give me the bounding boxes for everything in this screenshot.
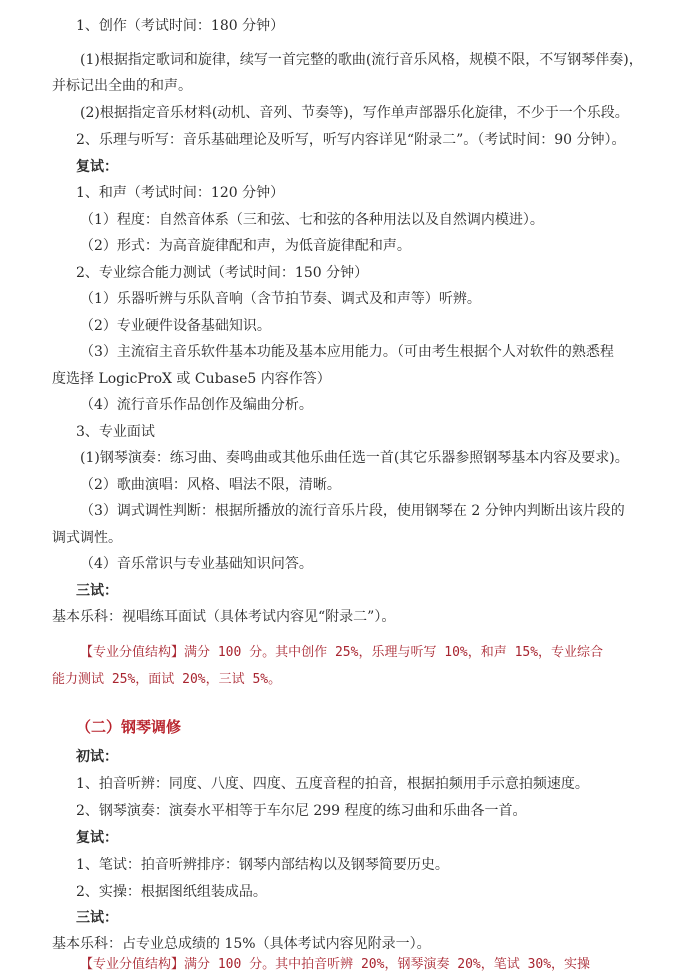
- third-test-heading: 三试：: [76, 583, 118, 599]
- retest-item-2: 2、实操：根据图纸组装成品。: [76, 884, 267, 900]
- score-structure-1-cont: 能力测试 25%，面试 20%，三试 5%。: [52, 672, 282, 687]
- harmony-item-2: （2）形式：为高音旋律配和声，为低音旋律配和声。: [80, 238, 411, 254]
- third-test-content: 基本乐科：视唱练耳面试（具体考试内容见“附录二”）。: [52, 609, 396, 625]
- score-structure-2: 【专业分值结构】满分 100 分。其中拍音听辨 20%，钢琴演奏 20%，笔试 30%，实操: [80, 957, 591, 972]
- score-structure-1: 【专业分值结构】满分 100 分。其中创作 25%，乐理与听写 10%，和声 15%，专业综合: [80, 645, 604, 660]
- third-test-content-2: 基本乐科：占专业总成绩的 15%（具体考试内容见附录一）。: [52, 936, 431, 952]
- interview-heading: 3、专业面试: [76, 424, 155, 440]
- interview-item-3: （3）调式调性判断：根据所播放的流行音乐片段，使用钢琴在 2 分钟内判断出该片段的: [80, 503, 625, 519]
- retest-heading: 复试：: [76, 159, 118, 175]
- ability-item-2: （2）专业硬件设备基础知识。: [80, 318, 271, 334]
- harmony-item-1: （1）程度：自然音体系（三和弦、七和弦的各种用法以及自然调内模进）。: [80, 212, 544, 228]
- prelim-item-2: 2、钢琴演奏：演奏水平相等于车尔尼 299 程度的练习曲和乐曲各一首。: [76, 803, 527, 819]
- section-title-piano-tuning: （二）钢琴调修: [76, 718, 182, 736]
- ability-item-4: （4）流行音乐作品创作及编曲分析。: [80, 397, 313, 413]
- ability-test-heading: 2、专业综合能力测试（考试时间：150 分钟）: [76, 265, 369, 281]
- prelim-item-1: 1、拍音听辨：同度、八度、四度、五度音程的拍音，根据拍频用手示意拍频速度。: [76, 776, 589, 792]
- interview-item-3-cont: 调式调性。: [52, 530, 122, 546]
- creation-item-2: (2)根据指定音乐材料(动机、音列、节奏等)，写作单声部器乐化旋律，不少于一个乐段。: [80, 105, 629, 121]
- prelim-heading: 初试：: [76, 749, 118, 765]
- third-test-heading-2: 三试：: [76, 910, 118, 926]
- creation-item-1-cont: 并标记出全曲的和声。: [52, 78, 192, 94]
- ability-item-3-cont: 度选择 LogicProX 或 Cubase5 内容作答）: [52, 371, 331, 387]
- ability-item-3: （3）主流宿主音乐软件基本功能及基本应用能力。（可由考生根据个人对软件的熟悉程: [80, 344, 614, 360]
- theory-heading: 2、乐理与听写：音乐基础理论及听写，听写内容详见“附录二”。（考试时间：90 分钟）。: [76, 132, 626, 148]
- ability-item-1: （1）乐器听辨与乐队音响（含节拍节奏、调式及和声等）听辨。: [80, 291, 481, 307]
- harmony-heading: 1、和声（考试时间：120 分钟）: [76, 185, 285, 201]
- interview-item-2: （2）歌曲演唱：风格、唱法不限，清晰。: [80, 477, 341, 493]
- retest-item-1: 1、笔试：拍音听辨排序：钢琴内部结构以及钢琴简要历史。: [76, 857, 449, 873]
- interview-item-1: (1)钢琴演奏：练习曲、奏鸣曲或其他乐曲任选一首(其它乐器参照钢琴基本内容及要求)。: [80, 450, 629, 466]
- creation-item-1: (1)根据指定歌词和旋律，续写一首完整的歌曲(流行音乐风格，规模不限，不写钢琴伴奏)，: [80, 52, 643, 68]
- interview-item-4: （4）音乐常识与专业基础知识问答。: [80, 556, 313, 572]
- creation-heading: 1、创作（考试时间：180 分钟）: [76, 18, 285, 34]
- retest-heading-2: 复试：: [76, 830, 118, 846]
